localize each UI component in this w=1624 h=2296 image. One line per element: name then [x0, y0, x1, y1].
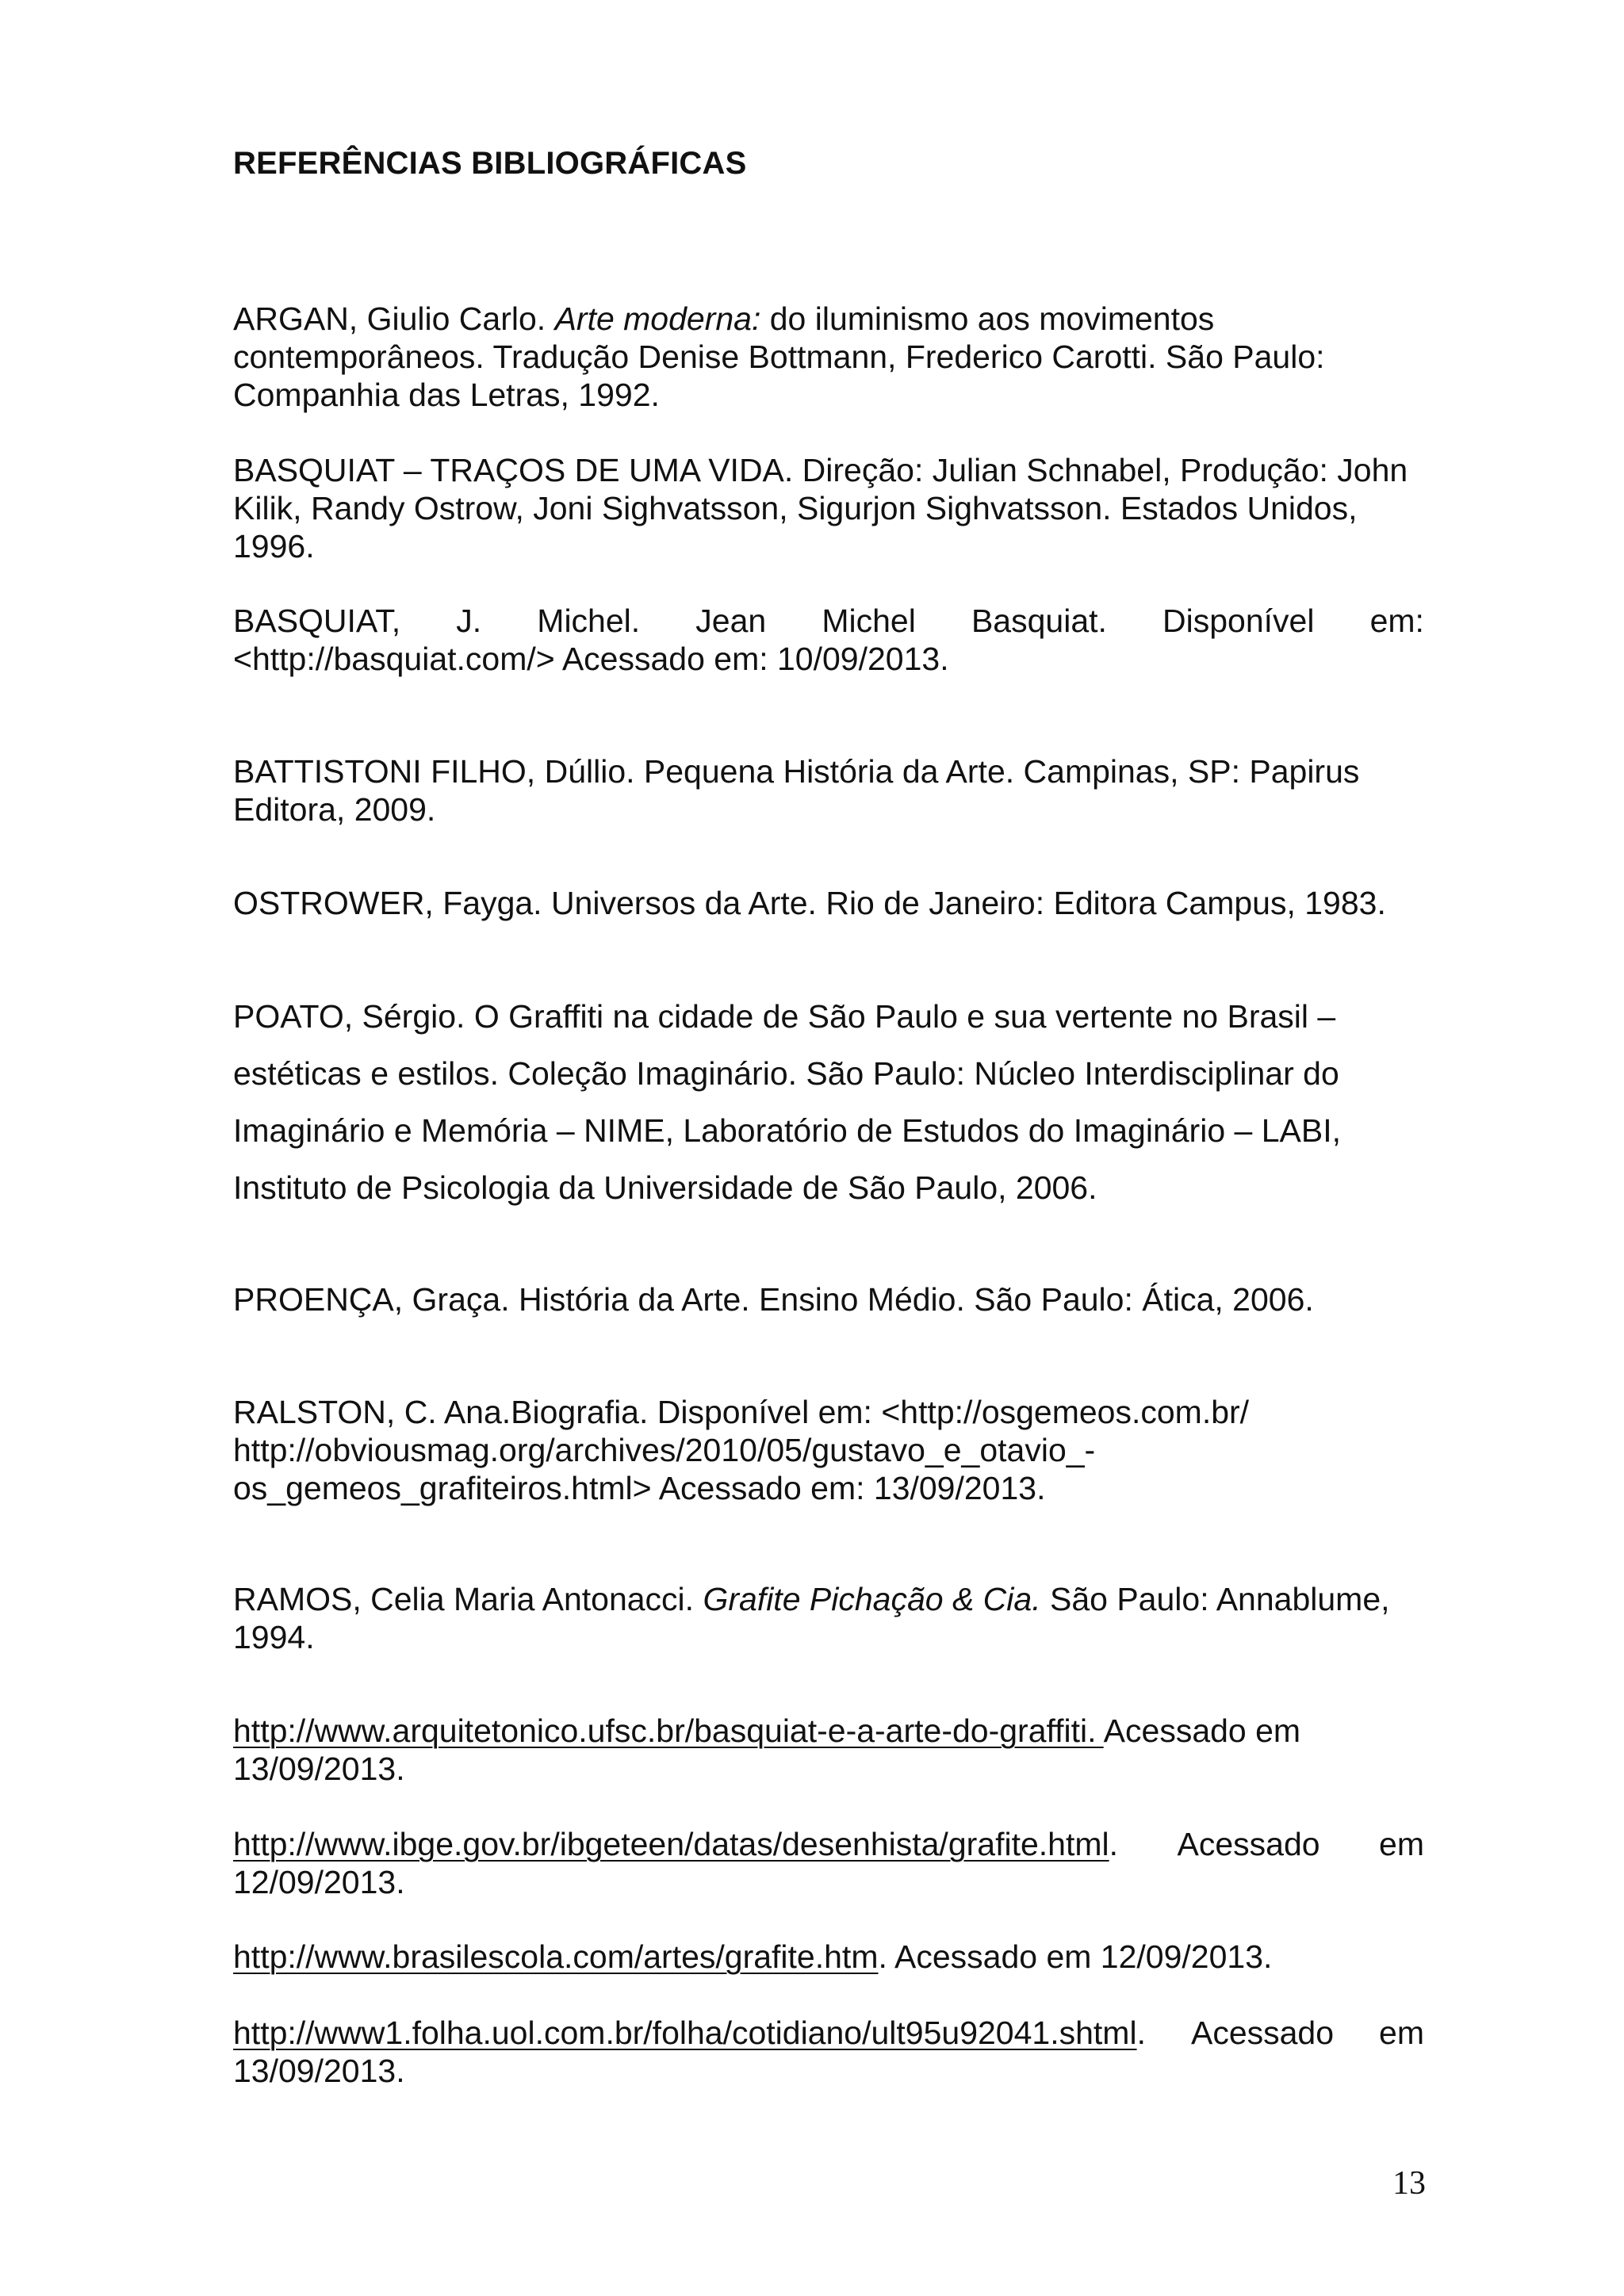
reference-proenca [233, 1280, 1424, 1318]
reference-brasilescola [233, 1938, 1424, 1976]
reference-line: Instituto de Psicologia da Universidade de São Paulo, 2006. [233, 1169, 1097, 1206]
reference-line: estéticas e estilos. Coleção Imaginário. São Paulo: Núcleo Interdisciplinar do [233, 1055, 1339, 1092]
reference-word: Jean [695, 603, 767, 639]
reference-line: 1996. [233, 528, 315, 564]
reference-line: http://obviousmag.org/archives/2010/05/gustavo_e_otavio_- [233, 1432, 1096, 1468]
reference-line [233, 1825, 1424, 1863]
reference-battistoni [233, 752, 1424, 828]
reference-line [233, 2014, 1424, 2052]
reference-word: em [1379, 2015, 1424, 2051]
reference-line: OSTROWER, Fayga. Universos da Arte. Rio de Janeiro: Editora Campus, 1983. [233, 885, 1386, 921]
reference-ibge [233, 1825, 1424, 1901]
reference-text: . [1109, 1826, 1119, 1862]
reference-word: Acessado [1190, 2015, 1335, 2051]
reference-line [233, 1712, 1424, 1750]
reference-arquitetonico [233, 1712, 1424, 1788]
reference-word: Michel. [537, 603, 641, 639]
reference-text: RAMOS, Celia Maria Antonacci. [233, 1581, 703, 1617]
reference-link[interactable]: http://www.brasilescola.com/artes/grafite.htm [233, 1938, 879, 1975]
reference-basquiat-site [233, 602, 1424, 678]
reference-line [233, 300, 1424, 338]
reference-text: São Paulo: Annablume, [1040, 1581, 1390, 1617]
reference-line: Imaginário e Memória – NIME, Laboratório de Estudos do Imaginário – LABI, [233, 1112, 1341, 1149]
page-number: 13 [1392, 2165, 1426, 2202]
reference-line: RALSTON, C. Ana.Biografia. Disponível em: <http://osgemeos.com.br/ [233, 1394, 1250, 1430]
reference-line: Editora, 2009. [233, 791, 436, 828]
reference-word: J. [456, 603, 482, 639]
reference-link[interactable]: http://www1.folha.uol.com.br/folha/cotidiano/ult95u92041.shtml [233, 2015, 1137, 2051]
reference-word: Basquiat. [971, 603, 1107, 639]
reference-line: POATO, Sérgio. O Graffiti na cidade de São Paulo e sua vertente no Brasil – [233, 998, 1336, 1035]
reference-text: . Acessado em 12/09/2013. [878, 1938, 1273, 1975]
reference-link[interactable]: http://www.arquitetonico.ufsc.br/basquiat-e-a-arte-do-graffiti. [233, 1712, 1104, 1749]
reference-line: 13/09/2013. [233, 1751, 405, 1787]
reference-line [233, 602, 1424, 640]
reference-word: Acessado [1177, 1826, 1320, 1862]
reference-word: Disponível [1162, 603, 1315, 639]
reference-text: do iluminismo aos movimentos [760, 300, 1215, 337]
reference-word: em [1379, 1826, 1424, 1862]
reference-line: contemporâneos. Tradução Denise Bottmann, Frederico Carotti. São Paulo: [233, 339, 1325, 375]
reference-line: BASQUIAT – TRAÇOS DE UMA VIDA. Direção: Julian Schnabel, Produção: John [233, 452, 1408, 488]
reference-word: Michel [822, 603, 916, 639]
reference-link[interactable]: http://www.ibge.gov.br/ibgeteen/datas/desenhista/grafite.html [233, 1826, 1109, 1862]
page-title: REFERÊNCIAS BIBLIOGRÁFICAS [233, 146, 747, 181]
reference-line [233, 1580, 1424, 1618]
reference-line: Companhia das Letras, 1992. [233, 377, 660, 413]
reference-line: 13/09/2013. [233, 2053, 405, 2089]
reference-title: Arte moderna: [554, 300, 761, 337]
reference-line: PROENÇA, Graça. História da Arte. Ensino Médio. São Paulo: Ática, 2006. [233, 1281, 1314, 1318]
reference-basquiat-film [233, 451, 1424, 565]
reference-line: BATTISTONI FILHO, Dúllio. Pequena História da Arte. Campinas, SP: Papirus [233, 753, 1360, 790]
reference-line: os_gemeos_grafiteiros.html> Acessado em: 13/09/2013. [233, 1470, 1046, 1506]
reference-text: ARGAN, Giulio Carlo. [233, 300, 555, 337]
reference-ostrower [233, 884, 1424, 922]
reference-poato [233, 988, 1424, 1216]
reference-text: . [1136, 2015, 1146, 2051]
reference-ramos [233, 1580, 1424, 1656]
reference-word: em: [1369, 603, 1424, 639]
reference-folha [233, 2014, 1424, 2090]
reference-line: 1994. [233, 1619, 315, 1655]
reference-line: <http://basquiat.com/> Acessado em: 10/09/2013. [233, 641, 949, 677]
reference-ralston [233, 1393, 1424, 1507]
reference-line: 12/09/2013. [233, 1864, 405, 1900]
reference-title: Grafite Pichação & Cia. [703, 1581, 1041, 1617]
reference-line [233, 1938, 1424, 1976]
reference-word: BASQUIAT, [233, 603, 401, 639]
reference-argan [233, 300, 1424, 414]
reference-text: Acessado em [1103, 1712, 1301, 1749]
reference-line: Kilik, Randy Ostrow, Joni Sighvatsson, Sigurjon Sighvatsson. Estados Unidos, [233, 490, 1358, 526]
